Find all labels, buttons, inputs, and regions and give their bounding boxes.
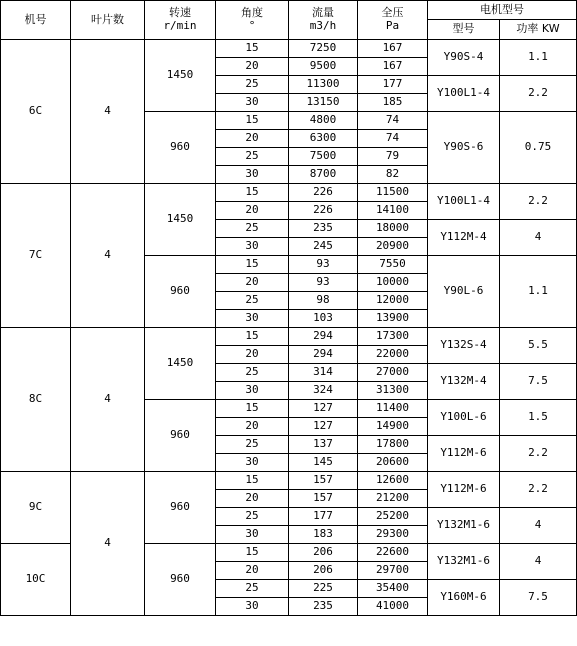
cell-flow: 145: [289, 454, 358, 472]
cell-speed: 1450: [145, 40, 216, 112]
cell-angle: 30: [216, 598, 289, 616]
cell-pressure: 17800: [358, 436, 428, 454]
cell-motor-type: Y160M-6: [428, 580, 500, 616]
cell-flow: 103: [289, 310, 358, 328]
cell-angle: 25: [216, 220, 289, 238]
header-row-1: [1, 1, 577, 20]
cell-flow: 177: [289, 508, 358, 526]
cell-speed: 960: [145, 112, 216, 184]
cell-angle: 25: [216, 364, 289, 382]
cell-pressure: 29700: [358, 562, 428, 580]
cell-motor-type: Y90S-6: [428, 112, 500, 184]
cell-motor-power: 2.2: [500, 472, 577, 508]
cell-angle: 20: [216, 202, 289, 220]
cell-flow: 206: [289, 562, 358, 580]
cell-flow: 98: [289, 292, 358, 310]
cell-flow: 183: [289, 526, 358, 544]
cell-pressure: 74: [358, 130, 428, 148]
cell-pressure: 22000: [358, 346, 428, 364]
cell-pressure: 41000: [358, 598, 428, 616]
cell-angle: 15: [216, 472, 289, 490]
cell-pressure: 13900: [358, 310, 428, 328]
cell-model: 9C: [1, 472, 71, 544]
header-speed-unit: r/min: [163, 19, 197, 32]
cell-motor-type: Y112M-6: [428, 472, 500, 508]
cell-flow: 127: [289, 418, 358, 436]
cell-flow: 324: [289, 382, 358, 400]
header-flow-unit: m3/h: [309, 19, 337, 32]
cell-angle: 20: [216, 562, 289, 580]
header-speed-label: 转速: [169, 6, 191, 20]
cell-angle: 15: [216, 40, 289, 58]
cell-angle: 20: [216, 490, 289, 508]
cell-motor-type: Y112M-6: [428, 436, 500, 472]
cell-angle: 15: [216, 184, 289, 202]
cell-blades: 4: [71, 472, 145, 616]
cell-pressure: 14900: [358, 418, 428, 436]
header-motor-power: 功率 KW: [500, 20, 577, 40]
cell-speed: 1450: [145, 328, 216, 400]
cell-pressure: 18000: [358, 220, 428, 238]
cell-angle: 20: [216, 130, 289, 148]
cell-angle: 30: [216, 382, 289, 400]
cell-flow: 6300: [289, 130, 358, 148]
cell-speed: 960: [145, 544, 216, 616]
header-motor-type: 型号: [428, 20, 500, 40]
cell-blades: 4: [71, 184, 145, 328]
cell-flow: 7250: [289, 40, 358, 58]
cell-pressure: 20900: [358, 238, 428, 256]
cell-speed: 1450: [145, 184, 216, 256]
cell-motor-power: 1.5: [500, 400, 577, 436]
cell-motor-power: 2.2: [500, 436, 577, 472]
header-flow: [289, 1, 358, 40]
cell-angle: 20: [216, 346, 289, 364]
cell-flow: 225: [289, 580, 358, 598]
cell-flow: 226: [289, 184, 358, 202]
header-angle-label: 角度: [241, 6, 263, 20]
cell-pressure: 31300: [358, 382, 428, 400]
cell-angle: 15: [216, 400, 289, 418]
header-speed: [145, 1, 216, 40]
header-pressure: [358, 1, 428, 40]
table-row: [1, 184, 577, 202]
cell-flow: 235: [289, 220, 358, 238]
cell-model: 10C: [1, 544, 71, 616]
cell-pressure: 167: [358, 40, 428, 58]
cell-motor-type: Y90S-4: [428, 40, 500, 76]
table-body: [1, 40, 577, 616]
cell-pressure: 82: [358, 166, 428, 184]
cell-angle: 30: [216, 454, 289, 472]
cell-angle: 30: [216, 94, 289, 112]
cell-motor-power: 4: [500, 544, 577, 580]
header-pressure-unit: Pa: [385, 19, 400, 32]
header-flow-label: 流量: [312, 6, 334, 20]
cell-pressure: 11500: [358, 184, 428, 202]
cell-speed: 960: [145, 256, 216, 328]
table-row: [1, 472, 577, 490]
cell-flow: 235: [289, 598, 358, 616]
cell-angle: 20: [216, 58, 289, 76]
cell-pressure: 185: [358, 94, 428, 112]
cell-pressure: 12600: [358, 472, 428, 490]
cell-pressure: 7550: [358, 256, 428, 274]
cell-flow: 93: [289, 274, 358, 292]
cell-pressure: 10000: [358, 274, 428, 292]
cell-motor-power: 7.5: [500, 580, 577, 616]
cell-angle: 15: [216, 544, 289, 562]
cell-angle: 20: [216, 418, 289, 436]
cell-flow: 245: [289, 238, 358, 256]
cell-pressure: 79: [358, 148, 428, 166]
cell-pressure: 29300: [358, 526, 428, 544]
cell-motor-power: 1.1: [500, 256, 577, 328]
cell-model: 7C: [1, 184, 71, 328]
cell-motor-type: Y100L-6: [428, 400, 500, 436]
cell-flow: 294: [289, 328, 358, 346]
cell-flow: 157: [289, 490, 358, 508]
cell-flow: 11300: [289, 76, 358, 94]
cell-motor-power: 4: [500, 508, 577, 544]
cell-motor-type: Y112M-4: [428, 220, 500, 256]
cell-pressure: 11400: [358, 400, 428, 418]
cell-flow: 314: [289, 364, 358, 382]
cell-angle: 30: [216, 310, 289, 328]
cell-motor-power: 7.5: [500, 364, 577, 400]
table-row: [1, 328, 577, 346]
header-angle-unit: °: [248, 19, 256, 32]
cell-blades: 4: [71, 328, 145, 472]
cell-pressure: 177: [358, 76, 428, 94]
cell-pressure: 25200: [358, 508, 428, 526]
cell-model: 6C: [1, 40, 71, 184]
cell-pressure: 74: [358, 112, 428, 130]
cell-pressure: 27000: [358, 364, 428, 382]
cell-angle: 30: [216, 526, 289, 544]
cell-blades: 4: [71, 40, 145, 184]
header-model: 机号: [1, 1, 71, 40]
cell-angle: 25: [216, 436, 289, 454]
cell-flow: 294: [289, 346, 358, 364]
cell-pressure: 14100: [358, 202, 428, 220]
cell-pressure: 17300: [358, 328, 428, 346]
cell-angle: 15: [216, 256, 289, 274]
cell-flow: 93: [289, 256, 358, 274]
cell-speed: 960: [145, 472, 216, 544]
cell-flow: 157: [289, 472, 358, 490]
cell-angle: 20: [216, 274, 289, 292]
header-angle: [216, 1, 289, 40]
cell-motor-type: Y132M1-6: [428, 508, 500, 544]
cell-motor-type: Y132M-4: [428, 364, 500, 400]
cell-flow: 7500: [289, 148, 358, 166]
cell-flow: 8700: [289, 166, 358, 184]
cell-motor-type: Y90L-6: [428, 256, 500, 328]
cell-angle: 25: [216, 580, 289, 598]
cell-model: 8C: [1, 328, 71, 472]
cell-flow: 226: [289, 202, 358, 220]
cell-motor-power: 0.75: [500, 112, 577, 184]
cell-flow: 137: [289, 436, 358, 454]
header-motor-group: 电机型号: [428, 1, 577, 20]
header-blades: 叶片数: [71, 1, 145, 40]
table-row: [1, 40, 577, 58]
cell-flow: 9500: [289, 58, 358, 76]
cell-angle: 30: [216, 238, 289, 256]
cell-motor-power: 5.5: [500, 328, 577, 364]
cell-motor-power: 2.2: [500, 76, 577, 112]
cell-motor-type: Y132S-4: [428, 328, 500, 364]
cell-motor-type: Y100L1-4: [428, 184, 500, 220]
cell-angle: 25: [216, 148, 289, 166]
cell-pressure: 35400: [358, 580, 428, 598]
cell-pressure: 22600: [358, 544, 428, 562]
cell-flow: 127: [289, 400, 358, 418]
cell-motor-type: Y100L1-4: [428, 76, 500, 112]
cell-flow: 13150: [289, 94, 358, 112]
cell-flow: 4800: [289, 112, 358, 130]
cell-pressure: 167: [358, 58, 428, 76]
cell-angle: 15: [216, 112, 289, 130]
cell-angle: 15: [216, 328, 289, 346]
cell-angle: 25: [216, 292, 289, 310]
cell-flow: 206: [289, 544, 358, 562]
cell-angle: 25: [216, 76, 289, 94]
cell-angle: 30: [216, 166, 289, 184]
cell-speed: 960: [145, 400, 216, 472]
cell-motor-power: 2.2: [500, 184, 577, 220]
cell-pressure: 20600: [358, 454, 428, 472]
cell-motor-type: Y132M1-6: [428, 544, 500, 580]
cell-pressure: 21200: [358, 490, 428, 508]
cell-motor-power: 1.1: [500, 40, 577, 76]
header-pressure-label: 全压: [381, 6, 404, 20]
cell-motor-power: 4: [500, 220, 577, 256]
cell-pressure: 12000: [358, 292, 428, 310]
cell-angle: 25: [216, 508, 289, 526]
